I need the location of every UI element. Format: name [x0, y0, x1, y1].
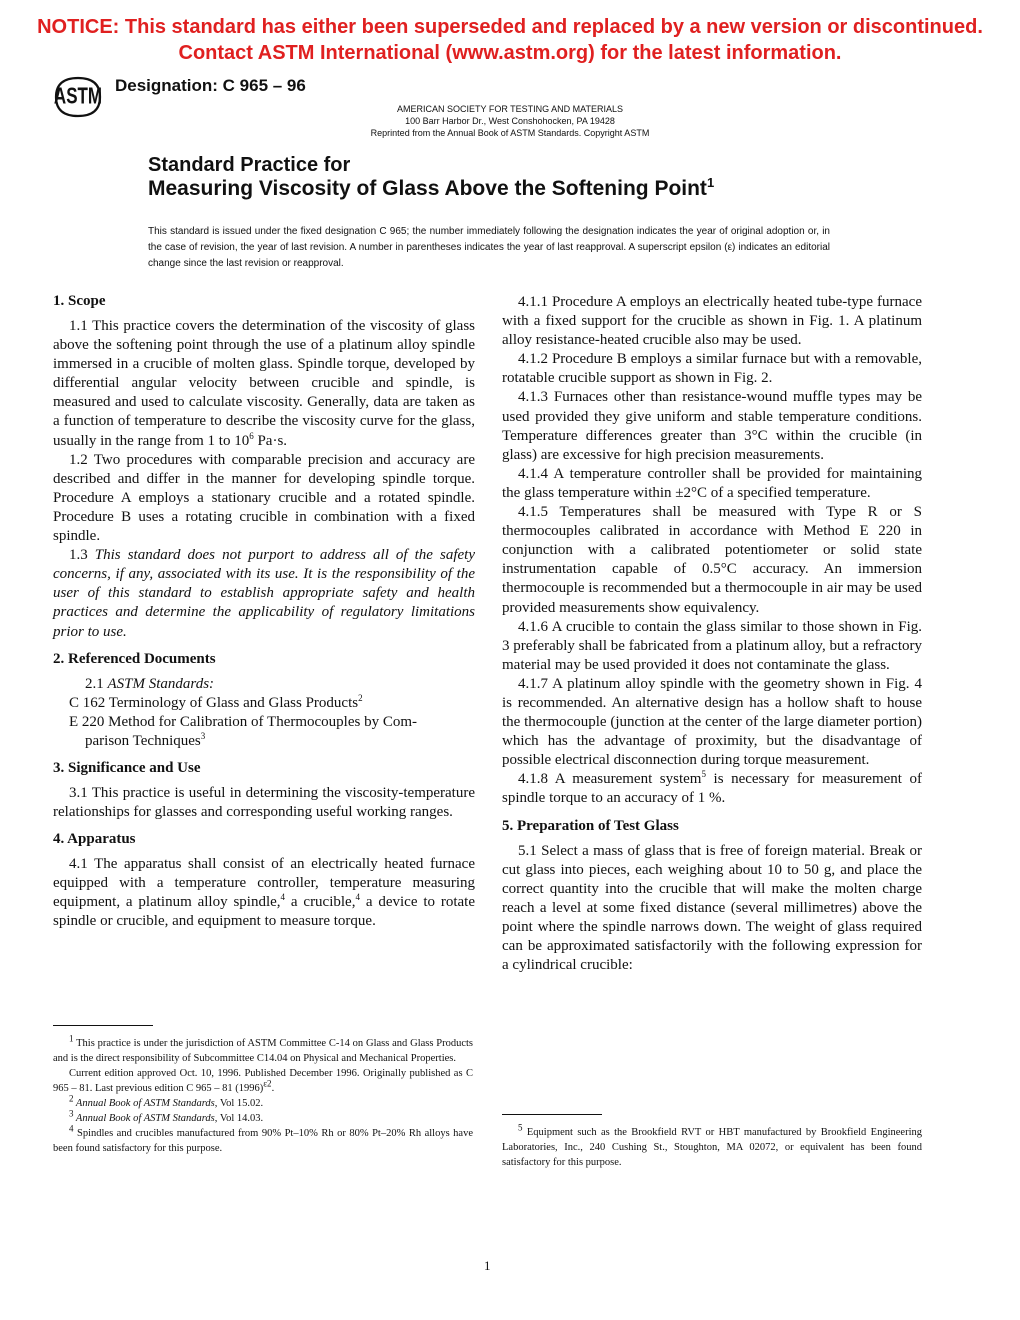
paragraph-4-1: 4.1 The apparatus shall consist of an electrically heated furnace equipped with a temperature controller, temperature measuring equipment, a platinum alloy spindle,$^4$ a crucible,$^4$ a device to rotate spindle or crucible, and equipment to measure torque. — [53, 856, 475, 930]
society-address: 100 Barr Harbor Dr., West Conshohocken, PA 19428 — [405, 116, 615, 126]
section-heading-referenced-documents: 2. Referenced Documents — [53, 650, 216, 667]
logo-text: ASTM — [53, 84, 103, 110]
paragraph-2-1: 2.1 ASTM Standards: — [85, 675, 215, 692]
society-block — [330, 103, 690, 139]
section-heading-significance: 3. Significance and Use — [53, 759, 201, 776]
paragraph-4-1-2: 4.1.2 Procedure B employs a similar furnace but with a removable, rotatable crucible support as shown in Fig. 2. — [502, 351, 922, 387]
right-column — [502, 293, 922, 975]
footnote-3: $^3$ Annual Book of ASTM Standards, Vol 14.03. — [69, 1108, 264, 1124]
footnote-1-current-edition: Current edition approved Oct. 10, 1996. Published December 1996. Originally published as C 965 – 81. Last previous edition C 965 – 81 $(1996)^{\varepsilon 2}$. — [53, 1068, 473, 1094]
designation: Designation: C 965 – 96 — [115, 76, 306, 95]
footnote-2: $^2$ Annual Book of ASTM Standards, Vol 15.02. — [69, 1093, 264, 1109]
section-heading-preparation: 5. Preparation of Test Glass — [502, 817, 679, 834]
footnote-4: $^4$ Spindles and crucibles manufactured from 90% Pt–10% Rh or 80% Pt–20% Rh alloys have been found satisfactory for this purpose. — [53, 1123, 473, 1154]
reference-e220-cont: parison Techniques$^3$ — [85, 730, 206, 749]
footnote-rule-right — [502, 1114, 602, 1115]
paragraph-4-1-7: 4.1.7 A platinum alloy spindle with the geometry shown in Fig. 4 is recommended. An alternative design has a hollow shaft to house the thermocouple (junction at the center of the large diameter portion) which has the advantage of proximity, but the disadvantage of possible electrical disconnection during torque measurement. — [502, 675, 922, 769]
title-line-1: Standard Practice for — [148, 154, 351, 176]
paragraph-4-1-4: 4.1.4 A temperature controller shall be provided for maintaining the glass temperature within ±2°C of a specified temperature. — [502, 465, 922, 501]
society-name: AMERICAN SOCIETY FOR TESTING AND MATERIALS — [396, 104, 624, 114]
title-footnote-mark: 1 — [706, 175, 715, 190]
paragraph-1-2: 1.2 Two procedures with comparable precision and accuracy are described and differ in the manner for developing spindle torque. Procedure A employs a stationary crucible and a rotated spindle. Procedure B uses a rotating crucible in combination with a fixed spindle. — [53, 451, 475, 545]
footnotes-left — [53, 1033, 473, 1156]
footnotes-right — [502, 1122, 922, 1170]
reference-c162: C 162 Terminology of Glass and Glass Products$^2$ — [69, 692, 363, 711]
paragraph-4-1-6: 4.1.6 A crucible to contain the glass similar to those shown in Fig. 3 preferably shall be fabricated from a platinum alloy, but a refractory material may be used provided it does not contaminate the glass. — [502, 618, 922, 673]
title-text: Measuring Viscosity of Glass Above the Softening Point — [148, 177, 707, 200]
notice-line-1: NOTICE: This standard has either been superseded and replaced by a new version or discontinued. — [37, 16, 983, 38]
footnote-rule-left — [53, 1025, 153, 1026]
section-heading-apparatus: 4. Apparatus — [53, 831, 136, 848]
paragraph-5-1: 5.1 Select a mass of glass that is free of foreign material. Break or cut glass into pieces, each weighing about 10 to 50 g, and place the correct quantity into the crucible that will make the molten charge reach a level at some fixed distance (several millimetres) above the point where the spindle narrows down. The weight of glass required can be approximated satisfactorily with the following expression for a cylindrical crucible: — [502, 842, 922, 974]
paragraph-3-1: 3.1 This practice is useful in determining the viscosity-temperature relationships for glasses and corresponding useful working ranges. — [53, 784, 475, 821]
notice-banner — [0, 14, 1020, 66]
paragraph-4-1-5: 4.1.5 Temperatures shall be measured with Type R or S thermocouples calibrated in accordance with Method E 220 in conjunction with a calibrated potentiometer or solid state instrumentation capable of 0.5°C accuracy. An immersion thermocouple is recommended but a thermocouple in air may be used provided measurements show equivalency. — [502, 504, 922, 616]
title-line-2 — [148, 177, 714, 201]
left-column — [53, 292, 475, 932]
notice-line-2: Contact ASTM International (www.astm.org) for the latest information. — [178, 42, 842, 64]
page-number: 1 — [484, 1258, 491, 1273]
astm-logo-icon — [52, 74, 104, 120]
footnote-1: $^1$ This practice is under the jurisdiction of ASTM Committee C-14 on Glass and Glass Products and is the direct responsibility of Subcommittee C14.04 on Physical and Mechanical Properties. — [53, 1033, 473, 1064]
paragraph-1-3: 1.3 This standard does not purport to address all of the safety concerns, if any, associated with its use. It is the responsibility of the user of this standard to establish appropriate safety and health practices and determine the applicability of regulatory limitations prior to use. — [53, 547, 475, 640]
footnote-5: $^5$ Equipment such as the Brookfield RVT or HBT manufactured by Brookfield Engineering Laboratories, Inc., 240 Cushing St., Stoughton, MA 02072, or equivalent has been found satisfactory for this purpose. — [502, 1122, 922, 1168]
paragraph-4-1-8: 4.1.8 A measurement system$^5$ is necessary for measurement of spindle torque to an accuracy of 1 %. — [502, 769, 922, 807]
paragraph-4-1-3: 4.1.3 Furnaces other than resistance-wound muffle types may be used provided they give uniform and stable temperature conditions. Temperature differences greater than 3°C within the crucible (in glass) are excessive for high precision measurements. — [502, 389, 922, 463]
reference-e220: E 220 Method for Calibration of Thermocouples by Com- — [69, 713, 417, 730]
society-reprint: Reprinted from the Annual Book of ASTM Standards. Copyright ASTM — [370, 128, 650, 138]
paragraph-1-1: 1.1 This practice covers the determination of the viscosity of glass above the softening point through the use of a platinum alloy spindle immersed in a crucible of molten glass. Spindle torque, developed by differential angular velocity between crucible and spindle, is measured and used to calculate viscosity. Generally, data are taken as a function of temperature to describe the viscosity curve for the glass, usually in the range from 1 to $10^6$ Pa·s. — [53, 318, 475, 449]
section-heading-scope: 1. Scope — [53, 293, 106, 309]
paragraph-4-1-1: 4.1.1 Procedure A employs an electrically heated tube-type furnace with a fixed support for the crucible as shown in Fig. 1. A platinum alloy resistance-heated crucible also may be used. — [502, 294, 922, 349]
issued-note: This standard is issued under the fixed designation C 965; the number immediately following the designation indicates the year of original adoption or, in the case of revision, the year of last revision. A number in parentheses indicates the year of last reapproval. A superscript epsilon (ε) indicates an editorial change since the last revision or reapproval. — [148, 226, 830, 269]
